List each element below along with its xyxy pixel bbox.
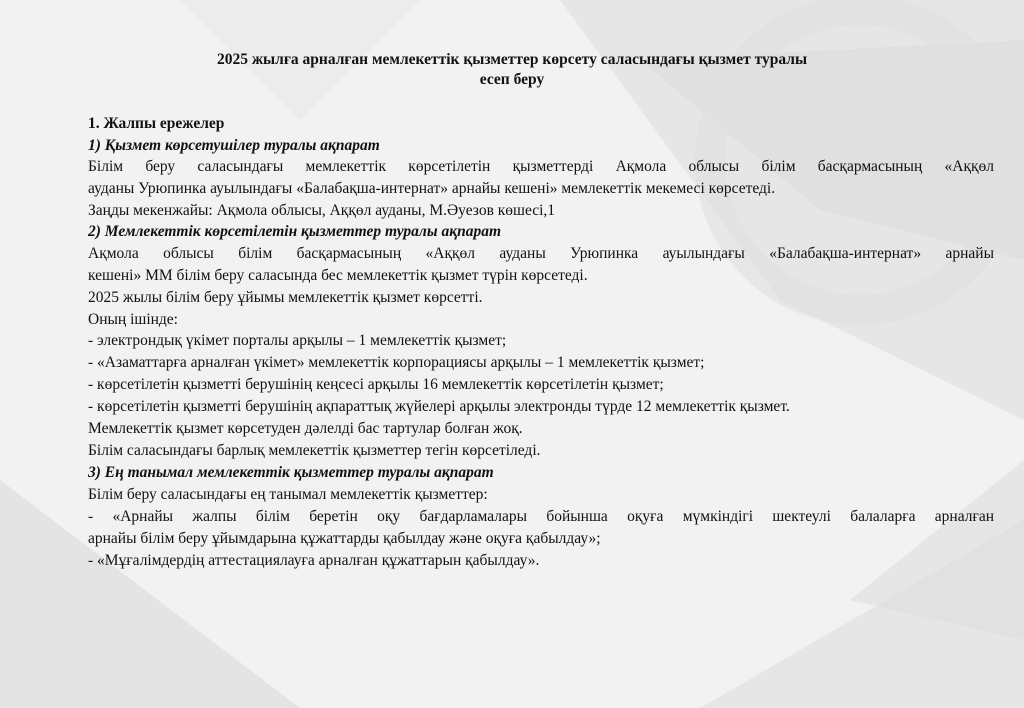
- popular-services-intro: Білім беру саласындағы ең танымал мемлекеттік қызметтер:: [88, 486, 488, 503]
- list-item: - көрсетілетін қызметті берушінің кеңсесі арқылы 16 мемлекеттік көрсетілетін қызмет;: [88, 376, 664, 393]
- subsection-3-heading: 3) Ең танымал мемлекеттік қызметтер туралы ақпарат: [88, 464, 494, 481]
- subsection-1-paragraph-line1: Білім беру саласындағы мемлекеттік көрсетілетін қызметтерді Ақмола облысы білім басқармасының «Аққөл: [88, 158, 994, 175]
- subsection-2-paragraph-line2: кешені» ММ білім беру саласында бес мемлекеттік қызмет түрін көрсетеді.: [88, 267, 588, 284]
- legal-address: Заңды мекенжайы: Ақмола облысы, Аққөл ауданы, М.Әуезов көшесі,1: [88, 202, 556, 219]
- list-item: - электрондық үкімет порталы арқылы – 1 мемлекеттік қызмет;: [88, 332, 507, 349]
- list-item-continuation: арнайы білім беру ұйымдарына құжаттарды қабылдау және оқуға қабылдау»;: [88, 530, 601, 547]
- subsection-2-heading: 2) Мемлекеттік көрсетілетін қызметтер туралы ақпарат: [88, 223, 501, 240]
- services-count-text: 2025 жылы білім беру ұйымы мемлекеттік қызмет көрсетті.: [88, 289, 483, 306]
- list-item: - көрсетілетін қызметті берушінің ақпараттық жүйелері арқылы электронды түрде 12 мемлекеттік қызмет.: [88, 398, 790, 415]
- section-general-heading: 1. Жалпы ережелер: [88, 115, 225, 132]
- list-item: - «Азаматтарға арналған үкімет» мемлекеттік корпорациясы арқылы – 1 мемлекеттік қызмет;: [88, 354, 705, 371]
- including-text: Оның ішінде:: [88, 311, 178, 328]
- list-item: - «Арнайы жалпы білім беретін оқу бағдарламалары бойынша оқуға мүмкіндігі шектеулі балаларға арналған: [88, 508, 994, 525]
- subsection-1-heading: 1) Қызмет көрсетушілер туралы ақпарат: [88, 137, 380, 154]
- refusals-text: Мемлекеттік қызмет көрсетуден дәлелді бас тартулар болған жоқ.: [88, 420, 523, 437]
- document-title-line2: есеп беру: [479, 71, 545, 88]
- subsection-1-paragraph-line2: ауданы Урюпинка ауылындағы «Балабақша-интернат» арнайы кешені» мемлекеттік мекемесі көрсетеді.: [88, 180, 776, 197]
- subsection-2-paragraph-line1: Ақмола облысы білім басқармасының «Аққөл ауданы Урюпинка ауылындағы «Балабақша-интернат» арнайы: [88, 245, 994, 262]
- free-services-text: Білім саласындағы барлық мемлекеттік қызметтер тегін көрсетіледі.: [88, 442, 541, 459]
- document-title-line1: 2025 жылға арналған мемлекеттік қызметтер көрсету саласындағы қызмет туралы: [216, 51, 808, 68]
- list-item: - «Мұғалімдердің аттестациялауға арналған құжаттарын қабылдау».: [88, 552, 540, 569]
